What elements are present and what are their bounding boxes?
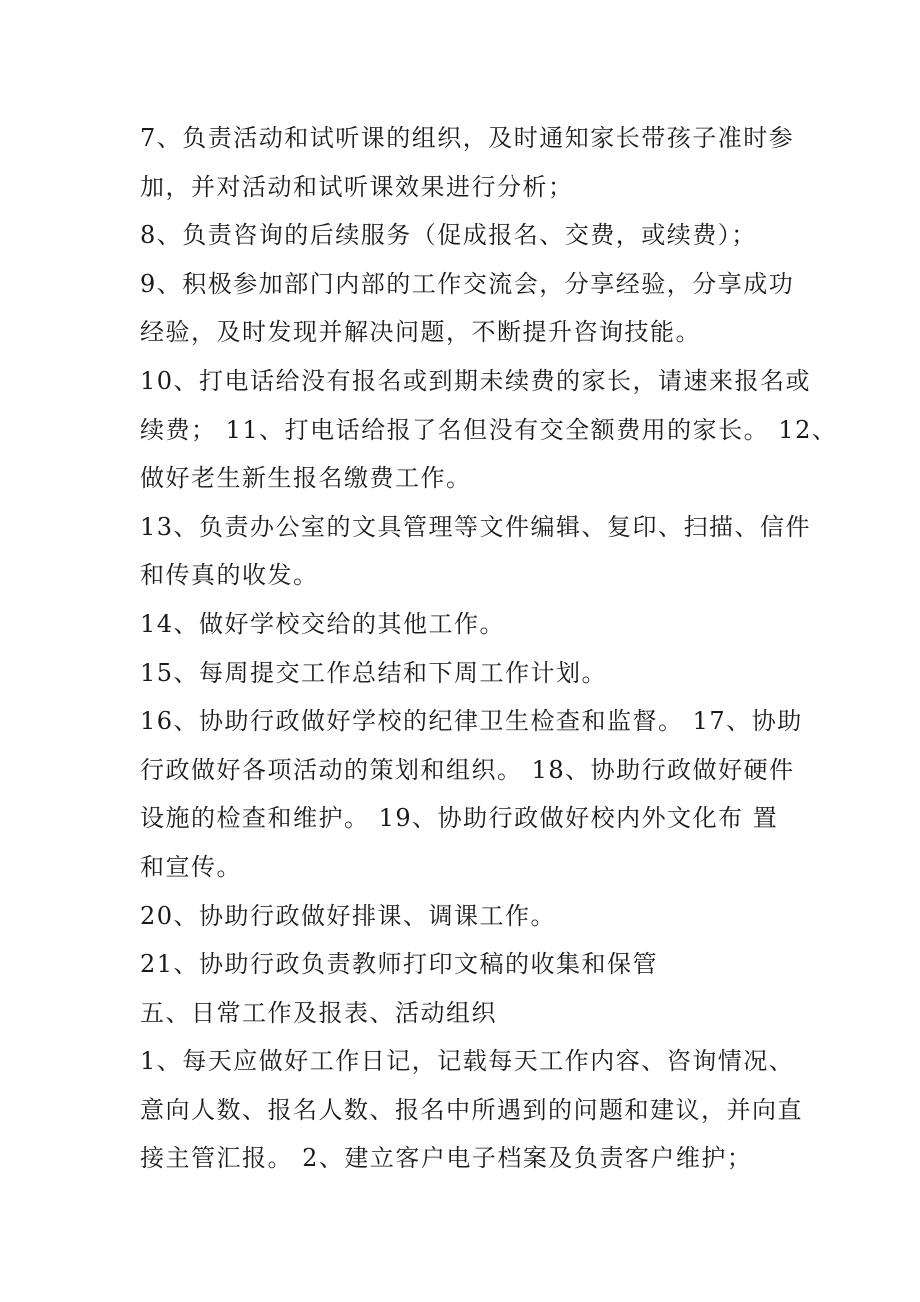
text-line: 做好老生新生报名缴费工作。 — [140, 464, 472, 493]
text-line: 10、打电话给没有报名或到期未续费的家长，请速来报名或 — [140, 366, 812, 395]
document-body — [140, 114, 838, 1183]
text-line: 21、协助行政负责教师打印文稿的收集和保管 — [140, 950, 659, 979]
text-line: 经验，及时发现并解决问题，不断提升咨询技能。 — [140, 318, 701, 347]
text-line: 14、做好学校交给的其他工作。 — [140, 609, 506, 638]
text-line: 13、负责办公室的文具管理等文件编辑、复印、扫描、信件 — [140, 512, 812, 541]
text-line: 9、积极参加部门内部的工作交流会，分享经验，分享成功 — [140, 269, 795, 298]
text-line: 接主管汇报。 2、建立客户电子档案及负责客户维护； — [140, 1144, 753, 1173]
text-line: 1、每天应做好工作日记，记载每天工作内容、咨询情况、 — [140, 1047, 795, 1076]
text-line: 设施的检查和维护。 19、协助行政做好校内外文化布 置 — [140, 804, 779, 833]
text-line: 8、负责咨询的后续服务（促成报名、交费，或续费）； — [140, 221, 757, 250]
text-line: 和传真的收发。 — [140, 561, 319, 590]
text-line: 7、负责活动和试听课的组织，及时通知家长带孩子准时参 — [140, 124, 795, 152]
text-line: 加，并对活动和试听课效果进行分析； — [140, 172, 574, 201]
text-line: 续费； 11、打电话给报了名但没有交全额费用的家长。 12、 — [140, 415, 838, 444]
text-line: 和宣传。 — [140, 852, 242, 881]
text-line: 16、协助行政做好学校的纪律卫生检查和监督。 17、协助 — [140, 707, 803, 736]
text-line: 行政做好各项活动的策划和组织。 18、协助行政做好硬件 — [140, 755, 795, 784]
text-line: 意向人数、报名人数、报名中所遇到的问题和建议，并向直 — [140, 1095, 803, 1124]
text-line: 20、协助行政做好排课、调课工作。 — [140, 901, 557, 930]
section-heading: 五、日常工作及报表、活动组织 — [140, 998, 497, 1027]
text-line: 15、每周提交工作总结和下周工作计划。 — [140, 658, 608, 687]
